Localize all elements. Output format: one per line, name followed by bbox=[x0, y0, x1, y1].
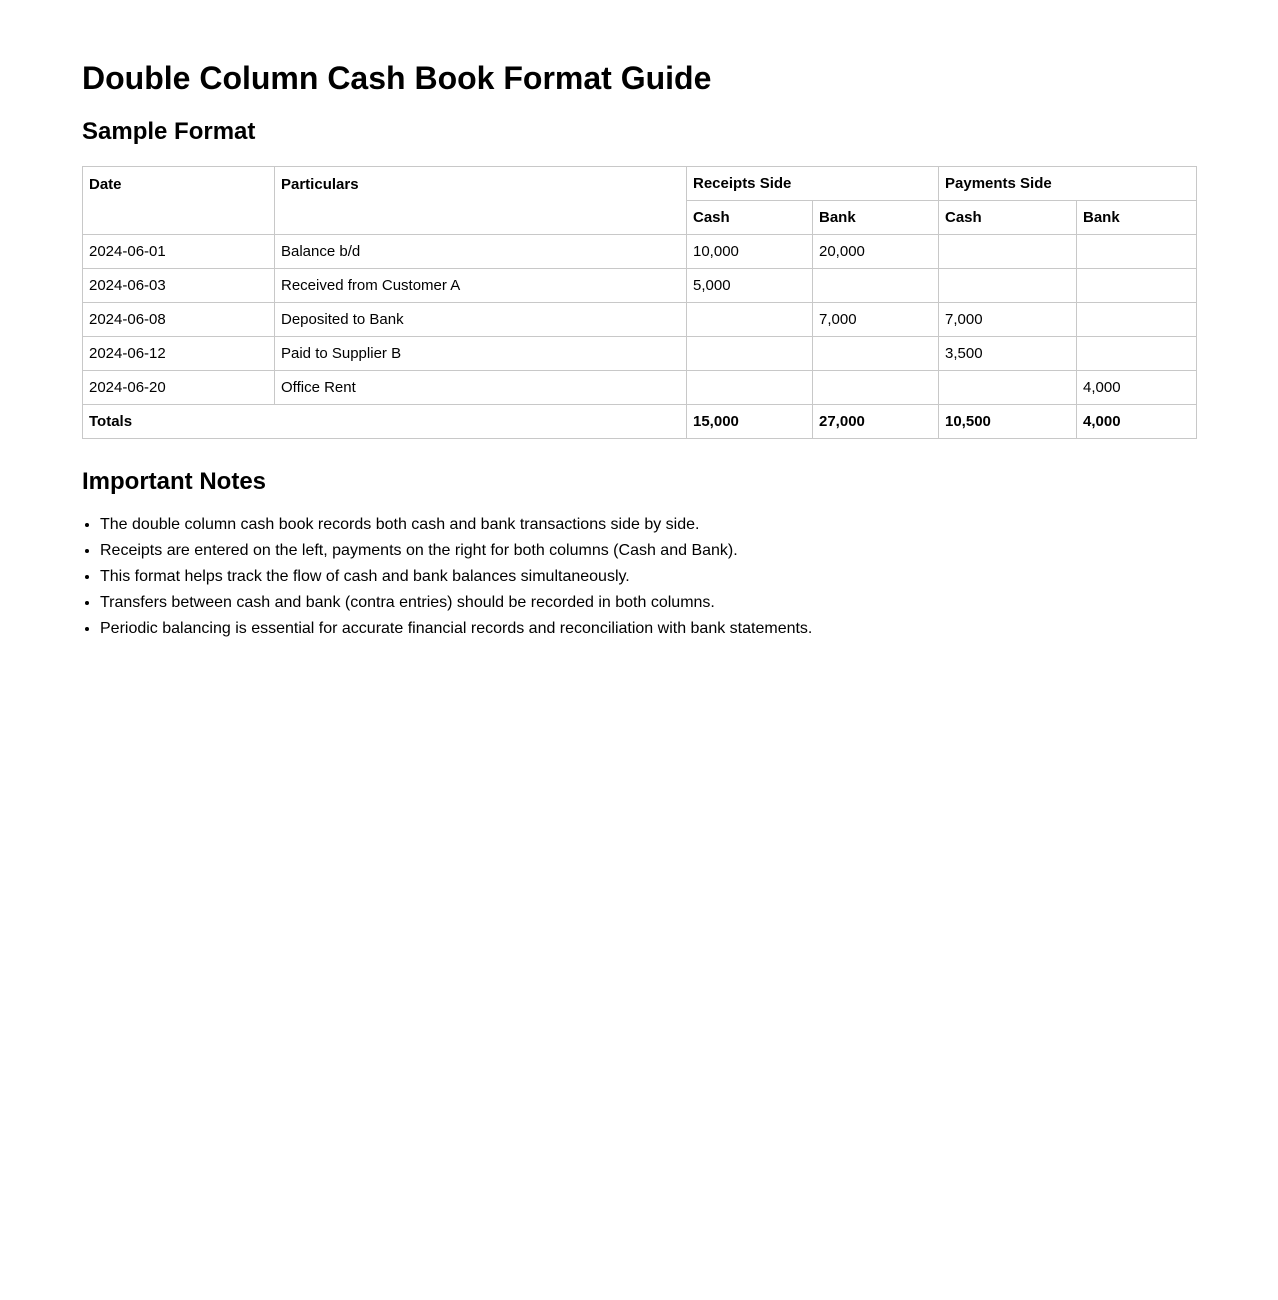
totals-label: Totals bbox=[83, 405, 687, 439]
cell-payments-cash: 7,000 bbox=[939, 303, 1077, 337]
cell-payments-cash bbox=[939, 371, 1077, 405]
totals-row bbox=[83, 405, 1197, 439]
header-date: Date bbox=[83, 167, 275, 235]
cell-receipts-bank bbox=[813, 371, 939, 405]
table-row bbox=[83, 303, 1197, 337]
total-payments-cash: 10,500 bbox=[939, 405, 1077, 439]
cell-payments-cash bbox=[939, 269, 1077, 303]
list-item: • Periodic balancing is essential for accurate financial records and reconciliation with bank statements. bbox=[100, 616, 812, 642]
cell-particulars: Deposited to Bank bbox=[275, 303, 687, 337]
cell-payments-bank bbox=[1077, 337, 1197, 371]
table-row bbox=[83, 371, 1197, 405]
cell-date: 2024-06-08 bbox=[83, 303, 275, 337]
total-payments-bank: 4,000 bbox=[1077, 405, 1197, 439]
cell-receipts-cash bbox=[687, 371, 813, 405]
cell-date: 2024-06-01 bbox=[83, 235, 275, 269]
cell-payments-bank bbox=[1077, 303, 1197, 337]
header-receipts-side: Receipts Side bbox=[687, 167, 939, 201]
cell-receipts-bank: 7,000 bbox=[813, 303, 939, 337]
cell-receipts-bank bbox=[813, 269, 939, 303]
cell-receipts-cash bbox=[687, 303, 813, 337]
sample-format-heading: Sample Format bbox=[82, 118, 256, 145]
cell-particulars: Received from Customer A bbox=[275, 269, 687, 303]
cell-payments-bank: 4,000 bbox=[1077, 371, 1197, 405]
list-item: • This format helps track the flow of cash and bank balances simultaneously. bbox=[100, 564, 812, 590]
list-item: • Transfers between cash and bank (contra entries) should be recorded in both columns. bbox=[100, 590, 812, 616]
list-item: • The double column cash book records both cash and bank transactions side by side. bbox=[100, 512, 812, 538]
cell-date: 2024-06-03 bbox=[83, 269, 275, 303]
cell-particulars: Office Rent bbox=[275, 371, 687, 405]
header-payments-side: Payments Side bbox=[939, 167, 1197, 201]
cell-receipts-cash bbox=[687, 337, 813, 371]
cell-payments-bank bbox=[1077, 269, 1197, 303]
cell-payments-cash bbox=[939, 235, 1077, 269]
total-receipts-bank: 27,000 bbox=[813, 405, 939, 439]
cell-particulars: Balance b/d bbox=[275, 235, 687, 269]
header-receipts-bank: Bank bbox=[813, 201, 939, 235]
list-item: • Receipts are entered on the left, payments on the right for both columns (Cash and Bank). bbox=[100, 538, 812, 564]
table-row bbox=[83, 269, 1197, 303]
header-particulars: Particulars bbox=[275, 167, 687, 235]
cell-payments-cash: 3,500 bbox=[939, 337, 1077, 371]
page-title: Double Column Cash Book Format Guide bbox=[82, 60, 712, 96]
table-header-row bbox=[83, 167, 1197, 201]
cell-receipts-bank: 20,000 bbox=[813, 235, 939, 269]
important-notes-heading: Important Notes bbox=[82, 468, 267, 495]
cash-book-table bbox=[82, 166, 1197, 439]
cell-particulars: Paid to Supplier B bbox=[275, 337, 687, 371]
cell-receipts-bank bbox=[813, 337, 939, 371]
notes-list bbox=[82, 512, 812, 642]
cell-receipts-cash: 10,000 bbox=[687, 235, 813, 269]
cell-payments-bank bbox=[1077, 235, 1197, 269]
header-receipts-cash: Cash bbox=[687, 201, 813, 235]
total-receipts-cash: 15,000 bbox=[687, 405, 813, 439]
header-payments-cash: Cash bbox=[939, 201, 1077, 235]
header-payments-bank: Bank bbox=[1077, 201, 1197, 235]
cell-date: 2024-06-12 bbox=[83, 337, 275, 371]
table-row bbox=[83, 337, 1197, 371]
cell-date: 2024-06-20 bbox=[83, 371, 275, 405]
table-row bbox=[83, 235, 1197, 269]
cell-receipts-cash: 5,000 bbox=[687, 269, 813, 303]
